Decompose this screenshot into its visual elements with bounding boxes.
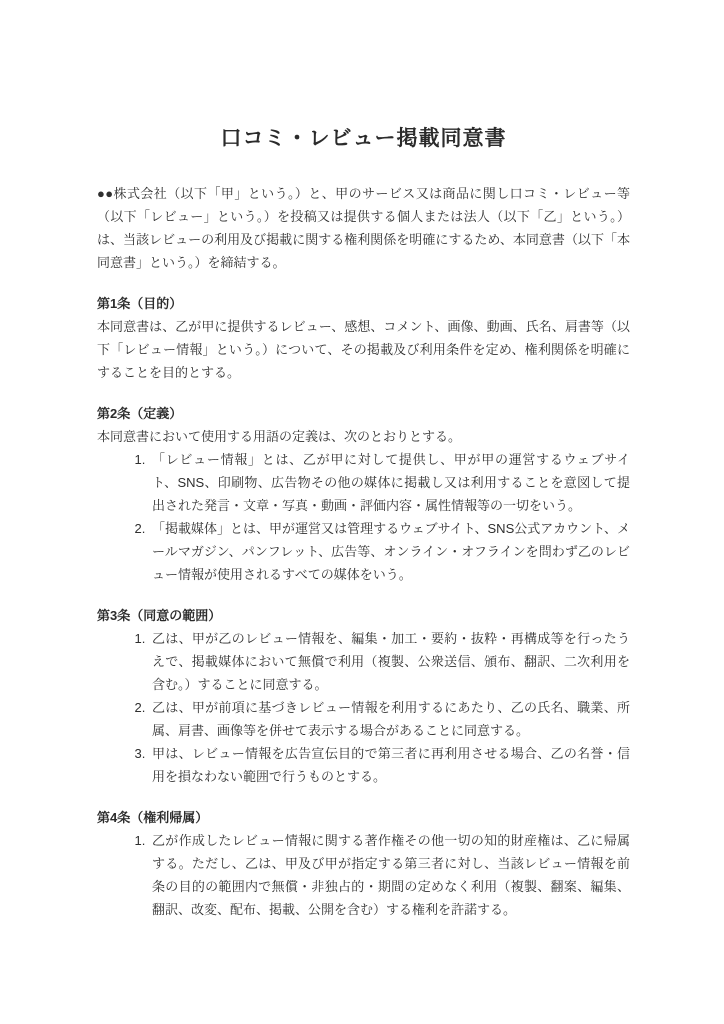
document-title: 口コミ・レビュー掲載同意書 xyxy=(220,127,507,150)
article-section xyxy=(97,402,630,586)
article-list-item: 2. 「掲載媒体」とは、甲が運営又は管理するウェブサイト、SNS公式アカウント、メールマガジン、パンフレット、広告等、オンライン・オフラインを問わず乙のレビュー情報が使用されるすべての媒体をいう。 xyxy=(149,517,630,586)
article-section xyxy=(97,292,630,384)
article-list-item: 1. 「レビュー情報」とは、乙が甲に対して提供し、甲が甲の運営するウェブサイト、SNS、印刷物、広告物その他の媒体に掲載し又は利用することを意図して提出された発言・文章・写真・動画・評価内容・属性情報等の一切をいう。 xyxy=(149,448,630,517)
article-list-item: 1. 乙が作成したレビュー情報に関する著作権その他一切の知的財産権は、乙に帰属する。ただし、乙は、甲及び甲が指定する第三者に対し、当該レビュー情報を前条の目的の範囲内で無償・非独占的・期間の定めなく利用（複製、翻案、編集、翻訳、改変、配布、掲載、公開を含む）する権利を許諾する。 xyxy=(149,829,630,921)
article-list-item: 3. 甲は、レビュー情報を広告宣伝目的で第三者に再利用させる場合、乙の名誉・信用を損なわない範囲で行うものとする。 xyxy=(149,742,630,788)
article-heading: 第1条（目的） xyxy=(97,296,183,311)
articles xyxy=(97,292,630,921)
article-section xyxy=(97,604,630,788)
article-heading: 第4条（権利帰属） xyxy=(97,810,209,825)
article-body: 本同意書は、乙が甲に提供するレビュー、感想、コメント、画像、動画、氏名、肩書等（以下「レビュー情報」という。）について、その掲載及び利用条件を定め、権利関係を明確にすることを目的とする。 xyxy=(97,319,630,380)
article-list-item: 2. 乙は、甲が前項に基づきレビュー情報を利用するにあたり、乙の氏名、職業、所属、肩書、画像等を併せて表示する場合があることに同意する。 xyxy=(149,696,630,742)
article-body: 本同意書において使用する用語の定義は、次のとおりとする。 xyxy=(97,429,462,444)
article-list xyxy=(97,448,630,586)
article-list xyxy=(97,627,630,788)
article-list-item: 1. 乙は、甲が乙のレビュー情報を、編集・加工・要約・抜粋・再構成等を行ったうえで、掲載媒体において無償で利用（複製、公衆送信、頒布、翻訳、二次利用を含む。）することに同意する。 xyxy=(149,627,630,696)
article-section xyxy=(97,806,630,921)
article-heading: 第3条（同意の範囲） xyxy=(97,608,222,623)
article-heading: 第2条（定義） xyxy=(97,406,183,421)
article-list xyxy=(97,829,630,921)
intro-paragraph: ●●株式会社（以下「甲」という。）と、甲のサービス又は商品に関し口コミ・レビュー等（以下「レビュー」という。）を投稿又は提供する個人または法人（以下「乙」という。）は、当該レビューの利用及び掲載に関する権利関係を明確にするため、本同意書（以下「本同意書」という。）を締結する。 xyxy=(97,186,630,270)
